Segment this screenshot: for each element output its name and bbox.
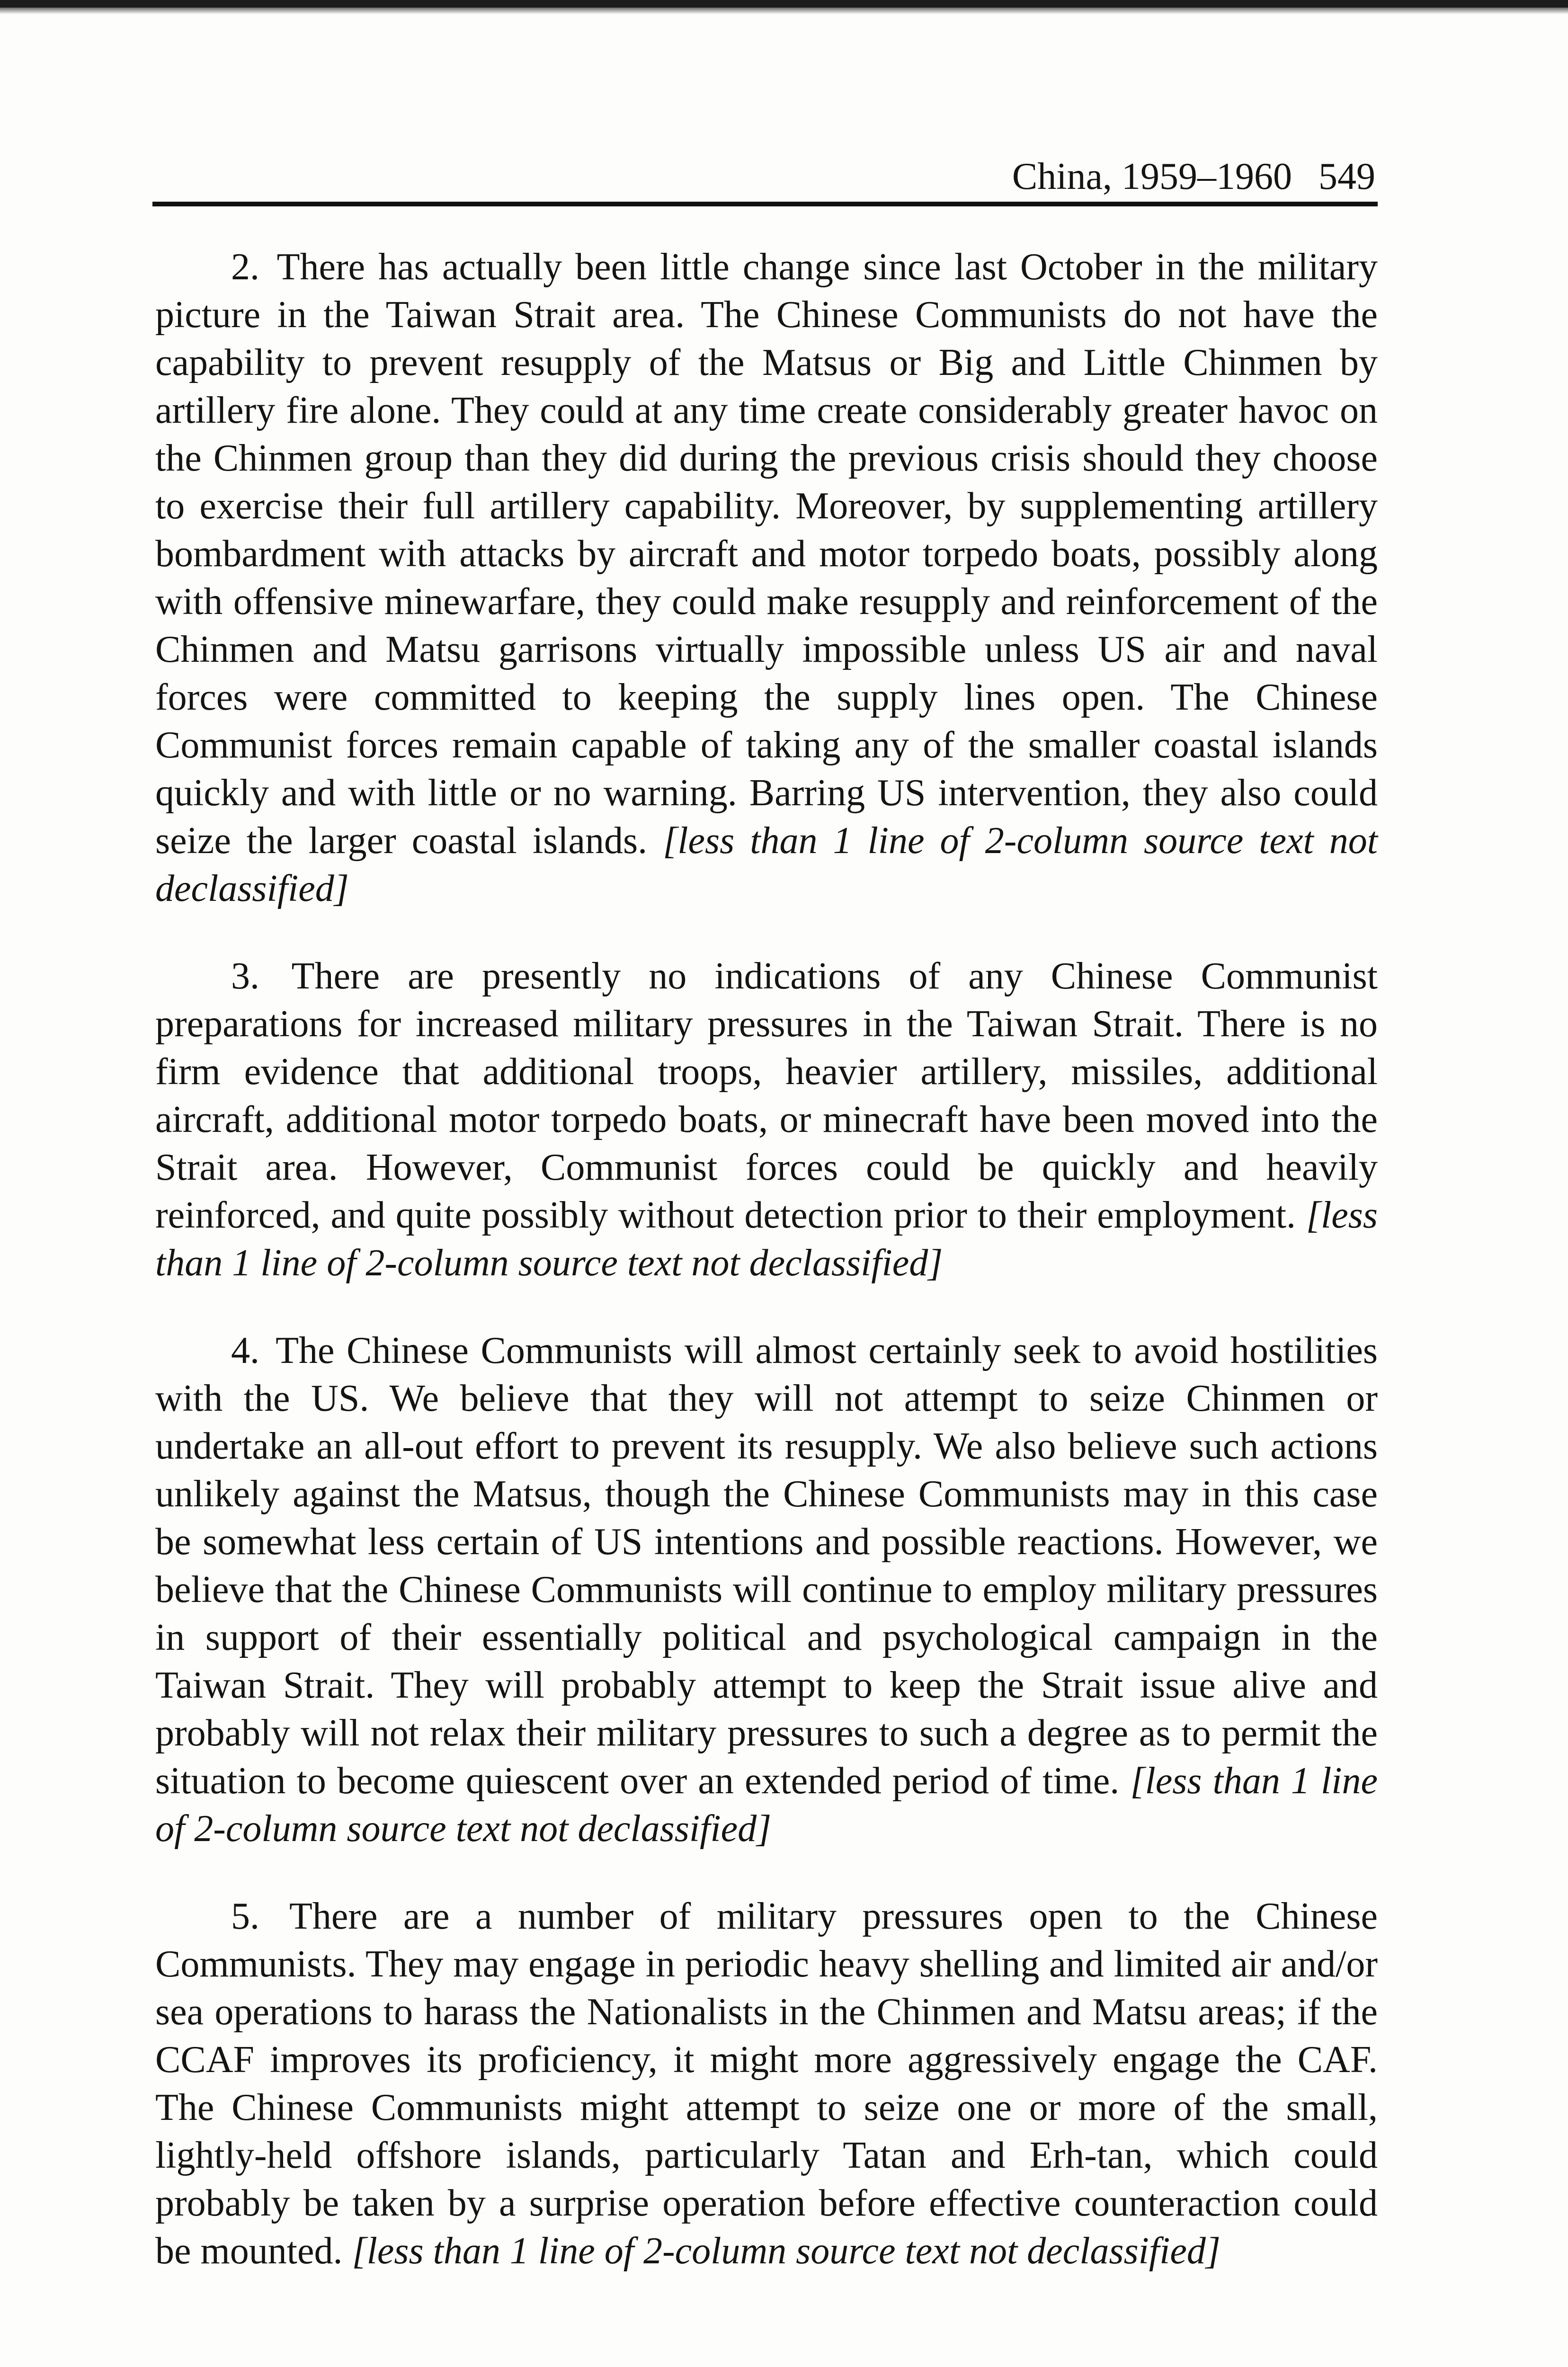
paragraph-5 (155, 1893, 1378, 2275)
page-number: 549 (1319, 156, 1375, 197)
paragraph-text: There has actually been little change since last October in the military picture in the Taiwan Strait area. The Chinese Communists do not have the capability to prevent resupply of the Matsus or Big and Little Chinmen by artillery fire alone. They could at any time create considerably greater havoc on the Chinmen group than they did during the previous crisis should they choose to exercise their full artillery capability. Moreover, by supplementing artillery bombardment with attacks by aircraft and motor torpedo boats, possibly along with offensive minewarfare, they could make resupply and reinforcement of the Chinmen and Matsu garrisons virtually impossible unless US air and naval forces were committed to keeping the supply lines open. The Chinese Communist forces remain capable of taking any of the smaller coastal islands quickly and with little or no warning. Barring US intervention, they also could seize the larger coastal islands. (155, 246, 1378, 862)
paragraph-text: The Chinese Communists will almost certainly seek to avoid hostilities with the US. We believe that they will not attempt to seize Chinmen or undertake an all-out effort to prevent its resupply. We also believe such actions unlikely against the Matsus, though the Chinese Communists may in this case be somewhat less certain of US intentions and possible reactions. However, we believe that the Chinese Communists will continue to employ military pressures in support of their essentially political and psychological campaign in the Taiwan Strait. They will probably attempt to keep the Strait issue alive and probably will not relax their military pressures to such a degree as to permit the situation to become quiescent over an extended period of time. (155, 1330, 1378, 1802)
paragraph-text: There are a number of military pressures open to the Chinese Communists. They may engage in periodic heavy shelling and limited air and/or sea operations to harass the Nationalists in the Chinmen and Matsu areas; if the CCAF improves its proficiency, it might more aggressively engage the CAF. The Chinese Communists might attempt to seize one or more of the small, lightly-held offshore islands, particularly Tatan and Erh-tan, which could probably be taken by a surprise operation before effective counteraction could be mounted. (155, 1895, 1378, 2272)
paragraph-text: There are presently no indications of any Chinese Communist preparations for increased military pressures in the Taiwan Strait. There is no firm evidence that additional troops, heavier artillery, missiles, additional aircraft, additional motor torpedo boats, or minecraft have been moved into the Strait area. However, Communist forces could be quickly and heavily reinforced, and quite possibly without detection prior to their employment. (155, 955, 1378, 1236)
scan-top-edge-shadow (0, 8, 1568, 14)
declassification-note: [less than 1 line of 2-column source text not declassified] (352, 2230, 1221, 2272)
running-head (852, 151, 1375, 203)
declassification-note: [less than 1 line of 2-column source text not declassified] (155, 1194, 1378, 1284)
paragraph-2 (155, 243, 1378, 913)
scan-top-edge (0, 0, 1568, 8)
body-text (155, 243, 1378, 2315)
running-title: China, 1959–1960 (1012, 156, 1292, 197)
header-rule (152, 202, 1378, 206)
declassification-note: [less than 1 line of 2-column source text not declassified] (155, 820, 1378, 909)
paragraph-number: 4. (231, 1330, 259, 1371)
paragraph-3 (155, 952, 1378, 1287)
paragraph-number: 3. (231, 955, 259, 997)
paragraph-number: 2. (231, 246, 259, 288)
declassification-note: [less than 1 line of 2-column source text not declassified] (155, 1760, 1378, 1850)
paragraph-number: 5. (231, 1895, 259, 1937)
paragraph-4 (155, 1327, 1378, 1853)
